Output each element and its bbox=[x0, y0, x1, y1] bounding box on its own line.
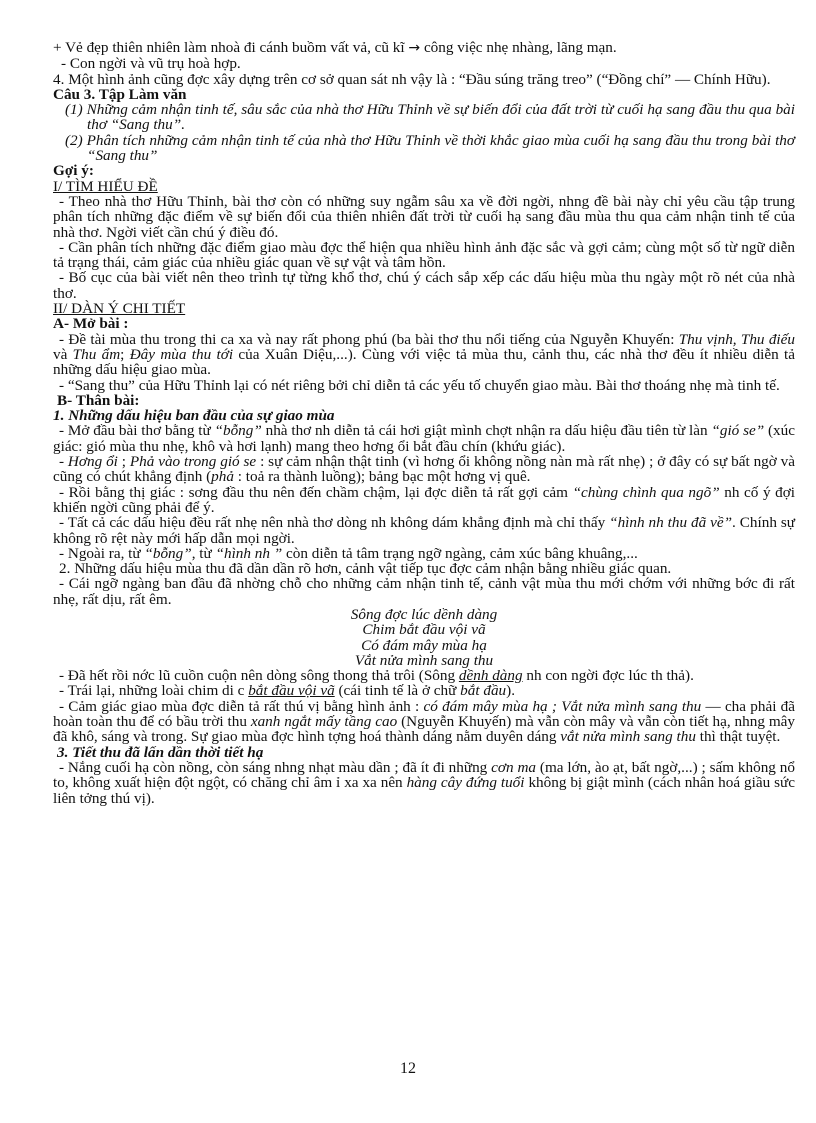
paragraph: - Con ngời và vũ trụ hoà hợp. bbox=[61, 55, 241, 73]
poem-line: Vắt nửa mình sang thu bbox=[354, 651, 494, 669]
paragraph: - Cái ngỡ ngàng ban đầu đã nhờng chỗ cho những cảm nhận tinh tế, cảnh vật mùa thu mới chớm với những bớc đi rất nhẹ, rất dịu, rất êm. bbox=[53, 575, 795, 608]
paragraph: + Vẻ đẹp thiên nhiên làm nhoà đi cánh buồm vất vả, cũ kĩ → công việc nhẹ nhàng, lãng mạn. bbox=[53, 39, 617, 56]
paragraph: - Cần phân tích những đặc điểm giao màu đợc thể hiện qua nhiều hình ảnh đặc sắc và gợi cảm; cùng một số từ ngữ diễn tả trạng thái, cảm giác của nhiều giác quan về sự vật và tâm hồn. bbox=[53, 238, 795, 272]
poem-line: Có đám mây mùa hạ bbox=[361, 636, 487, 654]
subsection-heading: 3. Tiết thu đã lấn dần thời tiết hạ bbox=[57, 743, 264, 761]
paragraph: - Trái lại, những loài chim di c bắt đầu vội vã (cái tinh tế là ở chữ bắt đầu). bbox=[59, 682, 516, 700]
paragraph: - Ngoài ra, từ “bỗng”, từ “hình nh ” còn diễn tả tâm trạng ngỡ ngàng, cảm xúc bâng khuâng,... bbox=[59, 544, 638, 562]
subsection-heading: A- Mở bài : bbox=[53, 315, 129, 333]
paragraph: - Rồi bằng thị giác : sơng đầu thu nên đến chầm chậm, lại đợc diễn tả rất gợi cảm “chùng chình qua ngõ” nh cố ý đợi khiến ngời cũng phải để ý. bbox=[53, 483, 795, 516]
poem-line: Sông đợc lúc dềnh dàng bbox=[350, 605, 498, 623]
paragraph: 4. Một hình ảnh cũng đợc xây dựng trên cơ sở quan sát nh vậy là : “Đầu súng trăng treo” (“Đồng chí” — Chính Hữu). bbox=[53, 70, 771, 88]
paragraph: - Bố cục của bài viết nên theo trình tự từng khổ thơ, chú ý cách sắp xếp các dấu hiệu mùa thu ngày một rõ nét của nhà thơ. bbox=[53, 269, 795, 302]
arrow-right-icon: → bbox=[408, 40, 421, 56]
subsection-heading: 1. Những dấu hiệu ban đầu của sự giao mùa bbox=[53, 407, 335, 425]
paragraph: - Hơng ổi ; Phả vào trong gió se : sự cảm nhận thật tinh (vì hơng ổi không nồng nàn mà rất nhẹ) ; ở đây có sự bất ngờ và cũng có chút khẳng định (phả : toả ra thành luồng); bảng bạc một hơng vị quê. bbox=[53, 453, 795, 486]
task-2: (2) Phân tích những cảm nhận tinh tế của nhà thơ Hữu Thỉnh về thời khắc giao mùa cuối hạ sang đầu thu trong bài thơ “Sang thu” bbox=[65, 131, 795, 165]
task-1: (1) Những cảm nhận tinh tế, sâu sắc của nhà thơ Hữu Thỉnh về sự biến đổi của đất trời từ cuối hạ sang đầu thu qua bài thơ “Sang thu”. bbox=[65, 101, 795, 134]
section-heading: II/ DÀN Ý CHI TIẾT bbox=[53, 300, 186, 318]
paragraph: - Theo nhà thơ Hữu Thỉnh, bài thơ còn có những suy ngẫm sâu xa về đời ngời, nhng đề bài này chỉ yêu cầu tập trung phân tích những đặc điểm về sự biến đổi của thiên nhiên đất trời từ cuối hạ sang đầu mùa thu qua cảm nhận tinh tế của nhà thơ. Ngời viết cần chú ý điều đó. bbox=[53, 192, 795, 241]
paragraph: - Cảm giác giao mùa đợc diễn tả rất thú vị bằng hình ảnh : có đám mây mùa hạ ; Vắt nửa mình sang thu — cha phải đã hoàn toàn thu để có bầu trời thu xanh ngắt mấy tầng cao (Nguyễn Khuyến) mà vẫn còn mây và vẫn còn tiết hạ, nhng mây đã khô, sáng và trong. Sự giao mùa đợc hình tợng hoá thành dáng nằm duyên dáng vắt nửa mình sang thu thì thật tuyệt. bbox=[53, 697, 796, 746]
paragraph: - Đã hết rồi nớc lũ cuồn cuộn nên dòng sông thong thả trôi (Sông dềnh dàng nh con ngời đợc lúc th thả). bbox=[59, 667, 694, 685]
paragraph: - Nắng cuối hạ còn nồng, còn sáng nhng nhạt màu dần ; đã ít đi những cơn ma (ma lớn, ào ạt, bất ngờ,...) ; sấm không nổ to, không xuất hiện đột ngột, có chăng chỉ âm ỉ xa xa nên hàng cây đứng tuổi không bị giật mình (cách nhân hoá giầu sức liên tởng thú vị). bbox=[53, 758, 795, 807]
document-body bbox=[53, 40, 795, 806]
poem-excerpt bbox=[53, 607, 795, 668]
paragraph: 2. Những dấu hiệu mùa thu đã dần dần rõ hơn, cảnh vật tiếp tục đợc cảm nhận bằng nhiều giác quan. bbox=[59, 560, 672, 578]
paragraph: - Mở đầu bài thơ bằng từ “bỗng” nhà thơ nh diễn tả cái hơi giật mình chợt nhận ra dấu hiệu đầu tiên từ làn “gió se” (xúc giác: gió mùa thu nhẹ, khô và hơi lạnh) mang theo hơng ổi bắt đầu chín (khứu giác). bbox=[53, 422, 795, 455]
paragraph: - “Sang thu” của Hữu Thỉnh lại có nét riêng bởi chỉ diễn tả các yếu tố chuyển giao màu. Bài thơ thoáng nhẹ mà tinh tế. bbox=[59, 376, 780, 394]
hint-heading: Gợi ý: bbox=[53, 162, 94, 180]
page-number: 12 bbox=[400, 1060, 416, 1077]
paragraph: - Đề tài mùa thu trong thi ca xa và nay rất phong phú (ba bài thơ thu nổi tiếng của Nguyễn Khuyến: Thu vịnh, Thu điếu và Thu ẩm; Đây mùa thu tới của Xuân Diệu,...). Cùng với việc tả mùa thu, cảnh thu, các nhà thơ đều ít nhiều diễn tả những dấu hiệu giao mùa. bbox=[53, 330, 795, 379]
subsection-heading: B- Thân bài: bbox=[57, 391, 140, 409]
section-heading: I/ TÌM HIỂU ĐỀ bbox=[53, 177, 158, 195]
section-heading: Câu 3. Tập Làm văn bbox=[53, 85, 187, 103]
poem-line: Chim bắt đầu vội vã bbox=[362, 621, 486, 639]
paragraph: - Tất cả các dấu hiệu đều rất nhẹ nên nhà thơ dòng nh không dám khẳng định mà chỉ thấy “hình nh thu đã về”. Chính sự không rõ rệt này mới hấp dẫn mọi ngời. bbox=[53, 514, 795, 547]
